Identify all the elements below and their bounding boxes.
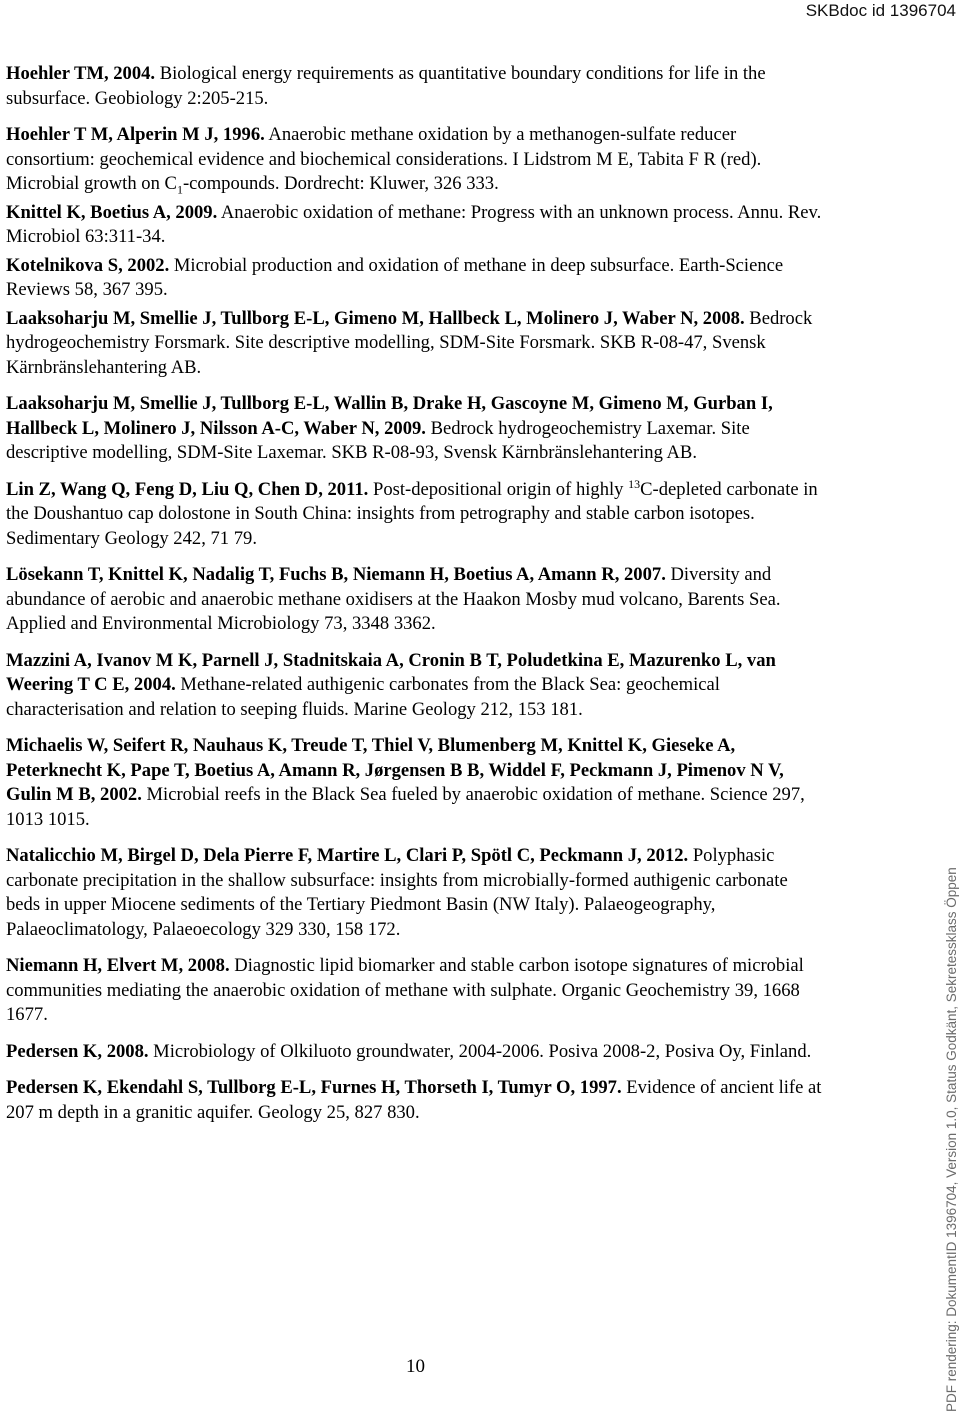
reference-item <box>6 254 826 303</box>
reference-authors: Knittel K, Boetius A, 2009. <box>6 201 218 223</box>
reference-text: Biological energy requirements as quantitative boundary conditions for life in the subsurface. Geobiology 2:205-215. <box>6 63 766 109</box>
document-id-header: SKBdoc id 1396704 <box>805 1 956 20</box>
reference-text: Post-depositional origin of highly <box>368 478 629 500</box>
reference-text: Evidence of ancient life at 207 m depth in a granitic aquifer. Geology 25, 827 830. <box>6 1077 822 1123</box>
reference-authors: Hoehler TM, 2004. <box>6 63 156 84</box>
reference-text: Diversity and abundance of aerobic and anaerobic methane oxidisers at the Haakon Mosby mud volcano, Barents Sea. Applied and Environmental Microbiology 73, 3348 3362. <box>6 564 781 634</box>
reference-item <box>6 1040 826 1065</box>
reference-authors: Hoehler T M, Alperin M J, 1996. <box>6 124 265 145</box>
reference-authors: Natalicchio M, Birgel D, Dela Pierre F, Martire L, Clari P, Spötl C, Peckmann J, 2012. <box>6 845 689 866</box>
reference-item <box>6 649 826 723</box>
reference-item <box>6 734 826 832</box>
reference-item <box>6 307 826 381</box>
reference-authors: Laaksoharju M, Smellie J, Tullborg E-L, Gimeno M, Hallbeck L, Molinero J, Waber N, 2008. <box>6 307 745 329</box>
reference-authors: Michaelis W, Seifert R, Nauhaus K, Treude T, Thiel V, Blumenberg M, Knittel K, Gieseke A, Peterknecht K, Pape T, Boetius A, Amann R, Jørgensen B B, Widdel F, Peckmann J, Pimenov N V, Gulin M B, 2002. <box>6 735 784 805</box>
reference-authors: Kotelnikova S, 2002. <box>6 254 170 276</box>
reference-item <box>6 1076 826 1125</box>
reference-authors: Mazzini A, Ivanov M K, Parnell J, Stadnitskaia A, Cronin B T, Poludetkina E, Mazurenko L, van Weering T C E, 2004. <box>6 649 776 695</box>
reference-text: Anaerobic methane oxidation by a methanogen-sulfate reducer consortium: geochemical evidence and biochemical considerations. I Lidstrom M E, Tabita F R (red). Microbial growth on C <box>6 124 762 194</box>
pdf-rendering-stamp: PDF rendering: DokumentID 1396704, Version 1.0, Status Godkänt, Sekretessklass Öppen <box>944 867 959 1412</box>
reference-text: Microbiology of Olkiluoto groundwater, 2004-2006. Posiva 2008-2, Posiva Oy, Finland. <box>148 1040 812 1062</box>
reference-item <box>6 123 826 197</box>
reference-text: Methane-related authigenic carbonates from the Black Sea: geochemical characterisation and relation to seeping fluids. Marine Geology 212, 153 181. <box>6 674 720 720</box>
reference-item <box>6 392 826 466</box>
reference-authors: Lösekann T, Knittel K, Nadalig T, Fuchs B, Niemann H, Boetius A, Amann R, 2007. <box>6 564 666 585</box>
reference-text: Bedrock hydrogeochemistry Laxemar. Site descriptive modelling, SDM-Site Laxemar. SKB R-08-93, Svensk Kärnbränslehantering AB. <box>6 417 750 463</box>
reference-authors: Pedersen K, Ekendahl S, Tullborg E-L, Furnes H, Thorseth I, Tumyr O, 1997. <box>6 1077 622 1098</box>
reference-authors: Pedersen K, 2008. <box>6 1040 149 1062</box>
reference-item <box>6 563 826 637</box>
reference-text: Bedrock hydrogeochemistry Forsmark. Site descriptive modelling, SDM-Site Forsmark. SKB R-08-47, Svensk Kärnbränslehantering AB. <box>6 307 813 378</box>
reference-list <box>6 62 826 1137</box>
reference-text: -compounds. Dordrecht: Kluwer, 326 333. <box>182 173 499 194</box>
reference-item <box>6 62 826 111</box>
reference-authors: Lin Z, Wang Q, Feng D, Liu Q, Chen D, 2011. <box>6 478 369 500</box>
reference-authors: Niemann H, Elvert M, 2008. <box>6 955 230 976</box>
reference-authors: Laaksoharju M, Smellie J, Tullborg E-L, Wallin B, Drake H, Gascoyne M, Gimeno M, Gurban I, Hallbeck L, Molinero J, Nilsson A-C, Waber N, 2009. <box>6 393 773 439</box>
reference-item <box>6 201 826 250</box>
reference-text: Anaerobic oxidation of methane: Progress with an unknown process. Annu. Rev. Microbiol 63:311-34. <box>6 201 822 247</box>
superscript: 13 <box>628 476 641 491</box>
page-number: 10 <box>406 1356 425 1377</box>
reference-text: Microbial production and oxidation of methane in deep subsurface. Earth-Science Reviews 58, 367 395. <box>6 254 784 300</box>
reference-text: Diagnostic lipid biomarker and stable carbon isotope signatures of microbial communities mediating the anaerobic oxidation of methane with sulphate. Organic Geochemistry 39, 1668 1677. <box>6 955 804 1025</box>
reference-text: Polyphasic carbonate precipitation in the shallow subsurface: insights from microbially-formed authigenic carbonate beds in upper Miocene sediments of the Tertiary Piedmont Basin (NW Italy). Palaeogeography, Palaeoclimatology, Palaeoecology 329 330, 158 172. <box>6 845 788 940</box>
reference-text: C-depleted carbonate in the Doushantuo cap dolostone in South China: insights from petrography and stable carbon isotopes. Sedimentary Geology 242, 71 79. <box>6 478 818 549</box>
reference-text: Microbial reefs in the Black Sea fueled by anaerobic oxidation of methane. Science 297, 1013 1015. <box>6 784 805 830</box>
reference-item <box>6 478 826 552</box>
subscript: 1 <box>176 182 183 197</box>
reference-item <box>6 844 826 942</box>
reference-item <box>6 954 826 1028</box>
